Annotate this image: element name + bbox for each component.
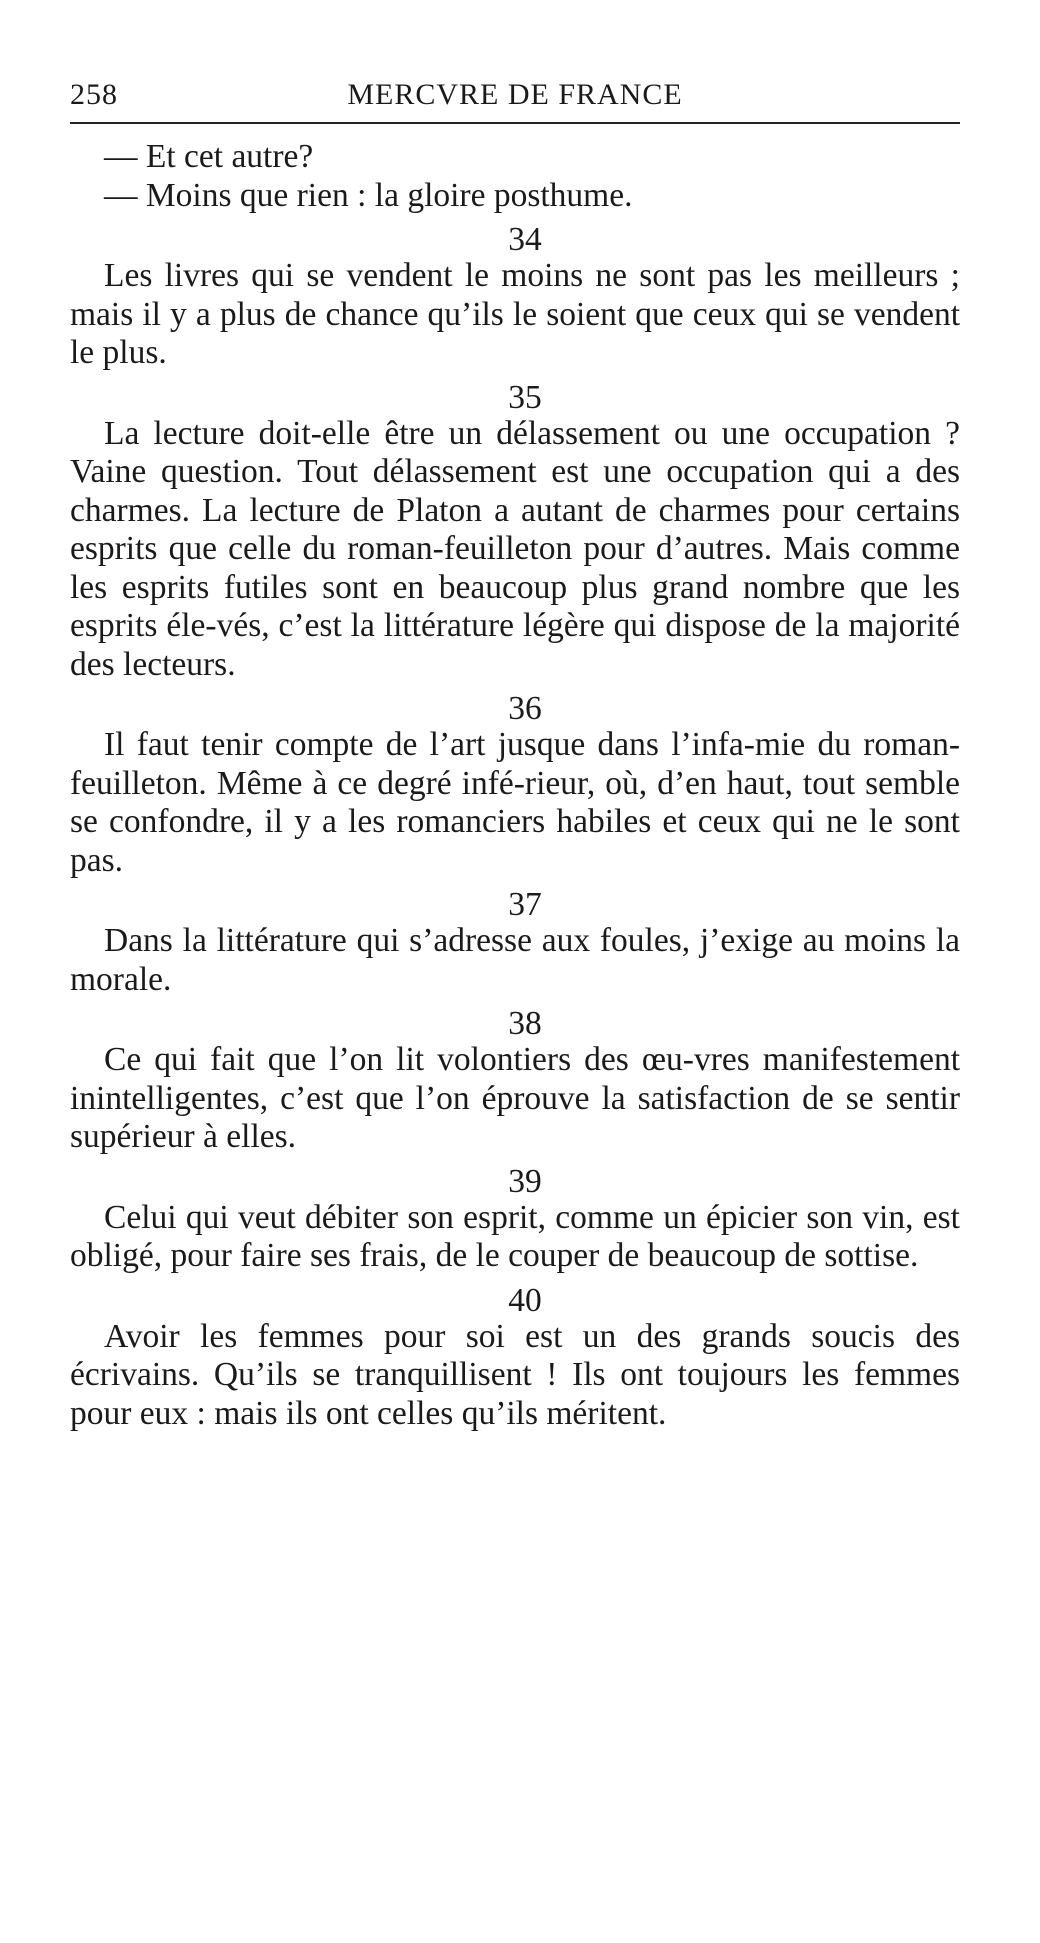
maxim-number: 37 xyxy=(508,886,542,923)
maxim-text: Il faut tenir compte de l’art jusque dans l’infa-mie du roman-feuilleton. Même à ce degré infé-rieur, où, d’en haut, tout semble se confondre, il y a les romanciers habiles et ceux qui ne le sont pas. xyxy=(70,726,960,879)
maxim-35 xyxy=(70,378,960,685)
maxim-number: 35 xyxy=(508,378,542,416)
maxim-text: Celui qui veut débiter son esprit, comme un épicier son vin, est obligé, pour faire ses frais, de le couper de beaucoup de sottise. xyxy=(70,1198,960,1274)
maxim-37 xyxy=(70,888,960,999)
maxim-39 xyxy=(70,1162,960,1276)
maxim-number: 39 xyxy=(508,1162,542,1200)
maxim-38 xyxy=(70,1007,960,1157)
page-content xyxy=(70,124,960,1433)
maxim-text: Ce qui fait que l’on lit volontiers des œu-vres manifestement inintelligentes, c’est que l’on éprouve la satisfaction de se sentir supérieur à elles. xyxy=(70,1041,960,1155)
maxim-34 xyxy=(70,223,960,373)
maxim-40 xyxy=(70,1281,960,1434)
book-page xyxy=(70,70,960,1890)
maxim-number: 40 xyxy=(508,1281,542,1319)
maxim-number: 36 xyxy=(508,690,542,727)
running-title: MERCVRE DE FRANCE xyxy=(347,78,683,111)
maxim-text: Dans la littérature qui s’adresse aux foules, j’exige au moins la morale. xyxy=(70,922,960,998)
maxim-text: La lecture doit-elle être un délassement ou une occupation ? Vaine question. Tout délassement est une occupation qui a des charmes. La lecture de Platon a autant de charmes pour certains esprits que celle du roman-feuilleton pour d’autres. Mais comme les esprits futiles sont en beaucoup plus grand nombre que les esprits éle-vés, c’est la littérature légère qui dispose de la majorité des lecteurs. xyxy=(70,414,960,683)
dialogue-line: — Et cet autre? xyxy=(104,138,314,175)
page-number: 258 xyxy=(70,78,118,111)
maxim-number: 38 xyxy=(508,1005,542,1042)
page-header xyxy=(70,70,960,124)
dialogue-line: — Moins que rien : la gloire posthume. xyxy=(104,176,633,214)
dialogue-block xyxy=(70,138,960,215)
maxim-number: 34 xyxy=(508,221,542,258)
maxim-text: Avoir les femmes pour soi est un des grands soucis des écrivains. Qu’ils se tranquillisent ! Ils ont toujours les femmes pour eux : mais ils ont celles qu’ils méritent. xyxy=(70,1317,960,1432)
maxim-36 xyxy=(70,692,960,880)
maxim-text: Les livres qui se vendent le moins ne sont pas les meilleurs ; mais il y a plus de chance qu’ils le soient que ceux qui se vendent le plus. xyxy=(70,257,960,371)
